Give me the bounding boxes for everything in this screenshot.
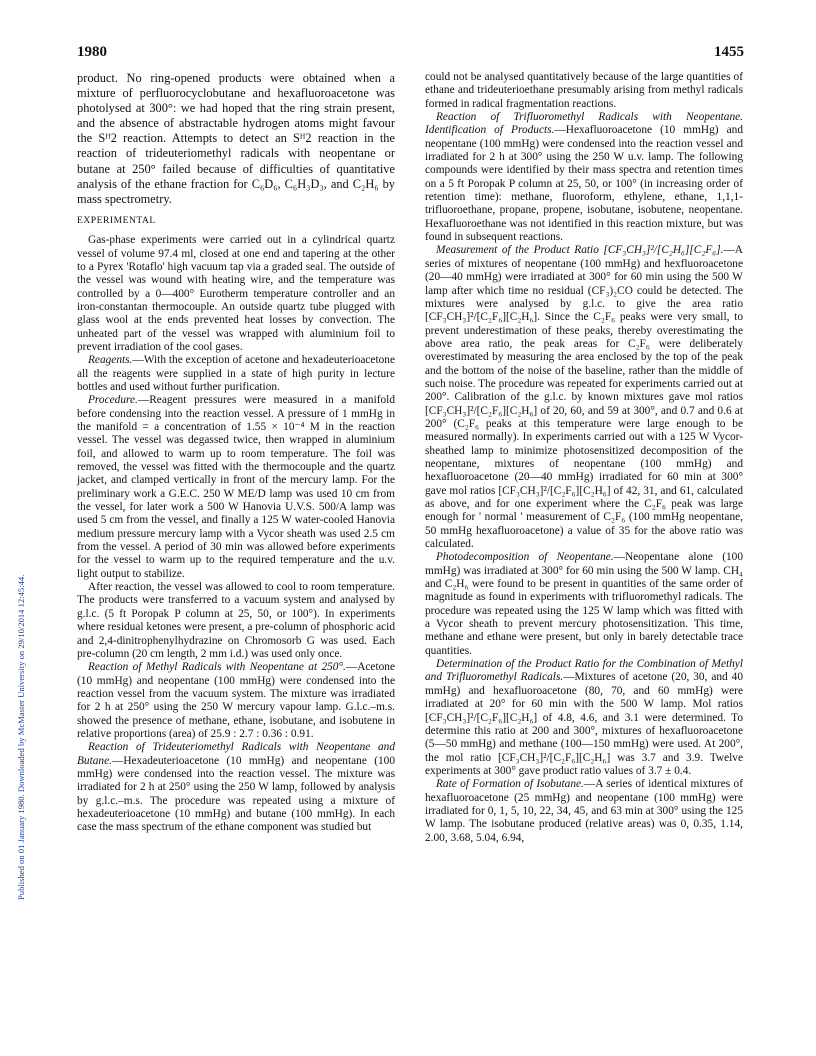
publication-sidenote xyxy=(4,120,26,900)
reagents-text: —With the exception of acetone and hexadeuterioacetone all the reagents were supplied in a state of high purity in lecture bottles and used without further purification. xyxy=(77,354,395,393)
continuation-paragraph: could not be analysed quantitatively because of the large quantities of ethane and trideuterioethane presumably arising from methyl radicals formed in radical fragmentation reactions. xyxy=(425,71,743,110)
product-ratio-title: Measurement of the Product Ratio [CF₃CH₃]²/[C₂H₆][C₂F₆]. xyxy=(436,244,724,257)
procedure-title: Procedure. xyxy=(88,394,138,407)
trideuteriomethyl-text: —Hexadeuterioacetone (10 mmHg) and neopentane (100 mmHg) were condensed into the reaction vessel. The mixture was irradiated for 2 h at 250° using the 250 W lamp, followed by analysis by g.l.c.–m.s. The procedure was repeated using a mixture of hexadeuterioacetone (10 mmHg) and butane (100 mmHg). In each case the mass spectrum of the ethane component was studied but xyxy=(77,754,395,834)
trideuteriomethyl-paragraph xyxy=(77,741,395,834)
journal-year: 1980 xyxy=(77,44,107,60)
procedure-text: —Reagent pressures were measured in a manifold before condensing into the reaction vessel. A pressure of 1 mmHg in the manifold = a concentration of 1.55 × 10⁻⁴ M in the reaction vessel. The vessel was degassed twice, then wrapped in aluminium foil, and allowed to warm up to room temperature. The foil was removed, the vessel was fitted with the thermocouple and the quartz jacket, and clamped vertically in front of the mercury lamp. For the preliminary work a G.E.C. 250 W ME/D lamp was used 10 cm from the vessel, for later work a 500 W Hanovia U.V.S. 500/A lamp was used 5 cm from the vessel, and finally a 125 W water-cooled Hanovia medium pressure mercury lamp with a Vycor sheath was used 2.5 cm from the vessel. A period of 30 min was allowed before experiments for the vessel to warm up to the required temperature and the u.v. light output to stabilize. xyxy=(77,394,395,580)
trideuteriomethyl-title: Reaction of Trideuteriomethyl Radicals with Neopentane and Butane. xyxy=(77,741,395,767)
photodecomposition-title: Photodecomposition of Neopentane. xyxy=(436,551,614,564)
determination-title: Determination of the Product Ratio for the Combination of Methyl and Trifluoromethyl Radicals. xyxy=(425,658,743,684)
after-reaction-paragraph: After reaction, the vessel was allowed to cool to room temperature. The products were transferred to a vacuum system and analysed by g.l.c. (5 ft Poropak P column at 25, 50, or 100°). In experiments where residual ketones were present, a pre-column of phosphoric acid and 2,4-dinitrophenylhydrazine on Chromosorb G was used. Each pre-column (20 cm length, 2 mm i.d.) was used only once. xyxy=(77,581,395,660)
isobutane-rate-title: Rate of Formation of Isobutane. xyxy=(436,778,584,791)
methyl-reaction-paragraph xyxy=(77,661,395,741)
procedure-paragraph xyxy=(77,394,395,581)
trifluoromethyl-text: —Hexafluoroacetone (10 mmHg) and neopentane (100 mmHg) were condensed into the reaction vessel and irradiated for 2 h at 300° using the 250 W u.v. lamp. The following compounds were identified by their mass spectra and retention times on a 5 ft Poropak P column at 25, 50, or 100° (in increasing order of retention time): methane, fluoroform, ethylene, ethane, 1,1,1-trifluoroethane, propane, propene, isobutane, isobutene, neopentane. Hexafluoroethane was not identified in this reaction mixture, but was found in subsequent reactions. xyxy=(425,124,743,244)
trifluoromethyl-title: Reaction of Trifluoromethyl Radicals with Neopentane. Identification of Products. xyxy=(425,111,743,137)
methyl-reaction-title: Reaction of Methyl Radicals with Neopentane at 250°. xyxy=(88,661,346,674)
determination-paragraph xyxy=(425,658,743,778)
right-column xyxy=(425,71,743,845)
photodecomposition-text: —Neopentane alone (100 mmHg) was irradiated at 300° for 60 min using the 500 W lamp. CH₄ and C₂H₆ were found to be present in quantities of the same order of magnitude as found in experiments with trifluoromethyl radicals. The procedure was repeated using the 125 W lamp which was fitted with a Vycor sheath to prevent mercury photosensitization. This time, methane and ethane were present, but only in barely detectable trace quantities. xyxy=(425,551,743,657)
reagents-paragraph xyxy=(77,354,395,394)
trifluoromethyl-paragraph xyxy=(425,111,743,244)
reagents-title: Reagents. xyxy=(88,354,133,367)
page-number: 1455 xyxy=(714,44,744,60)
left-column xyxy=(77,71,395,835)
sidenote-text: Published on 01 January 1980. Downloaded by McMaster University on 29/10/2014 12:45:44. xyxy=(16,574,26,900)
methyl-reaction-text: —Acetone (10 mmHg) and neopentane (100 mmHg) were condensed into the reaction vessel from the vacuum system. The mixture was irradiated for 2 h at 250° using the 250 W mercury vapour lamp. G.l.c.–m.s. showed the presence of methane, ethane, isobutane, and isobutene in relative proportions (area) of 25.9 : 2.7 : 0.36 : 0.91. xyxy=(77,661,395,740)
determination-text: —Mixtures of acetone (20, 30, and 40 mmHg) and hexafluoroacetone (80, 70, and 60 mmHg) were irradiated at 20° for 60 min with the 500 W lamp. Mol ratios [CF₃CH₃]²/[C₂F₆][C₂H₆] of 4.8, 4.6, and 3.1 were determined. To determine this ratio at 200 and 300°, mixtures of hexafluoroacetone (5—50 mmHg) and methane (100—150 mmHg) were used. At 200°, the mol ratio [CF₃CH₃]²/[C₂F₆][C₂H₆] was 3.7 and 3.9. Twelve experiments at 300° gave product ratio values of 3.7 ± 0.4. xyxy=(425,671,743,777)
section-heading-experimental: EXPERIMENTAL xyxy=(77,214,156,226)
product-ratio-text: —A series of mixtures of neopentane (100 mmHg) and hexfluoroacetone (20—40 mmHg) were irradiated at 300° for 60 min using the 500 W lamp after which time no residual (CF₃)₂CO could be detected. The mixtures were analysed by g.l.c. to give the area ratio [CF₃CH₃]²/[C₂F₆][C₂H₆]. Since the C₂F₆ peaks were very small, to prevent underestimation of these peaks, thereby overestimating the above area ratio, the peak areas for C₂F₆ were deliberately overestimated by measuring the area enclosed by the top of the peak and the bottom of the noise of the baseline, rather than the middle of such noise. The procedure was repeated for experiments carried out at 200°. Calibration of the g.l.c. by known mixtures gave mol ratios [CF₃CH₃]²/[C₂F₆][C₂H₆] of 20, 60, and 59 at 300°, and 0.7 and 0.6 at 200° (C₂F₆ peaks at this temperature were large enough to be measured normally). In experiments carried out with a 125 W Vycor-sheathed lamp to minimize photosensitized decomposition of the neopentane, mixtures of neopentane (100 mmHg) and hexafluoroacetone (20—40 mmHg) irradiated for 60 min at 300° gave mol ratios [CF₃CH₃]²/[C₂F₆][C₂H₆] of 42, 31, and 61, calculated as above, and for one experiment where the C₂F₆ peak was large enough for ' normal ' measurement of C₂F₆ (100 mmHg neopentane, 50 mmHg hexafluoroacetone) a value of 35 for the above ratio was calculated. xyxy=(425,244,743,551)
intro-paragraph: product. No ring-opened products were obtained when a mixture of perfluorocyclobutane and hexafluoroacetone was photolysed at 300°: we had hoped that the ring strain present, and the absence of abstractable hydrogen atoms might favour the Sᴴ2 reaction. Attempts to detect an Sᴴ2 reaction in the reaction of trideuteriomethyl radicals with neopentane or butane at 250° failed because of difficulties of quantitative analysis of the ethane fraction for C₆D₆, C₆H₃D₃, and C₂H₆ by mass spectrometry. xyxy=(77,71,395,206)
product-ratio-paragraph xyxy=(425,244,743,551)
isobutane-rate-text: —A series of identical mixtures of hexafluoroacetone (25 mmHg) and neopentane (100 mmHg) were irradiated for 0, 1, 5, 10, 22, 34, 45, and 63 min at 300° using the 125 W lamp. The isobutane produced (relative areas) was 0, 0.35, 1.14, 2.00, 3.68, 5.04, 6.94, xyxy=(425,778,743,844)
isobutane-rate-paragraph xyxy=(425,778,743,845)
photodecomposition-paragraph xyxy=(425,551,743,658)
apparatus-paragraph: Gas-phase experiments were carried out in a cylindrical quartz vessel of volume 97.4 ml, closed at one end and tapering at the other to a Pyrex 'Rotaflo' high vacuum tap via a graded seal. The outside of the vessel was wound with heating wire, and the temperature was controlled by a 0—400° Eurotherm temperature controller and an iron-constantan thermocouple. An outside quartz tube plugged with glass wool at the ends prevented heat losses by convection. The unheated part of the vessel was wrapped with aluminium foil to prevent irradiation of the cool gases. xyxy=(77,234,395,353)
